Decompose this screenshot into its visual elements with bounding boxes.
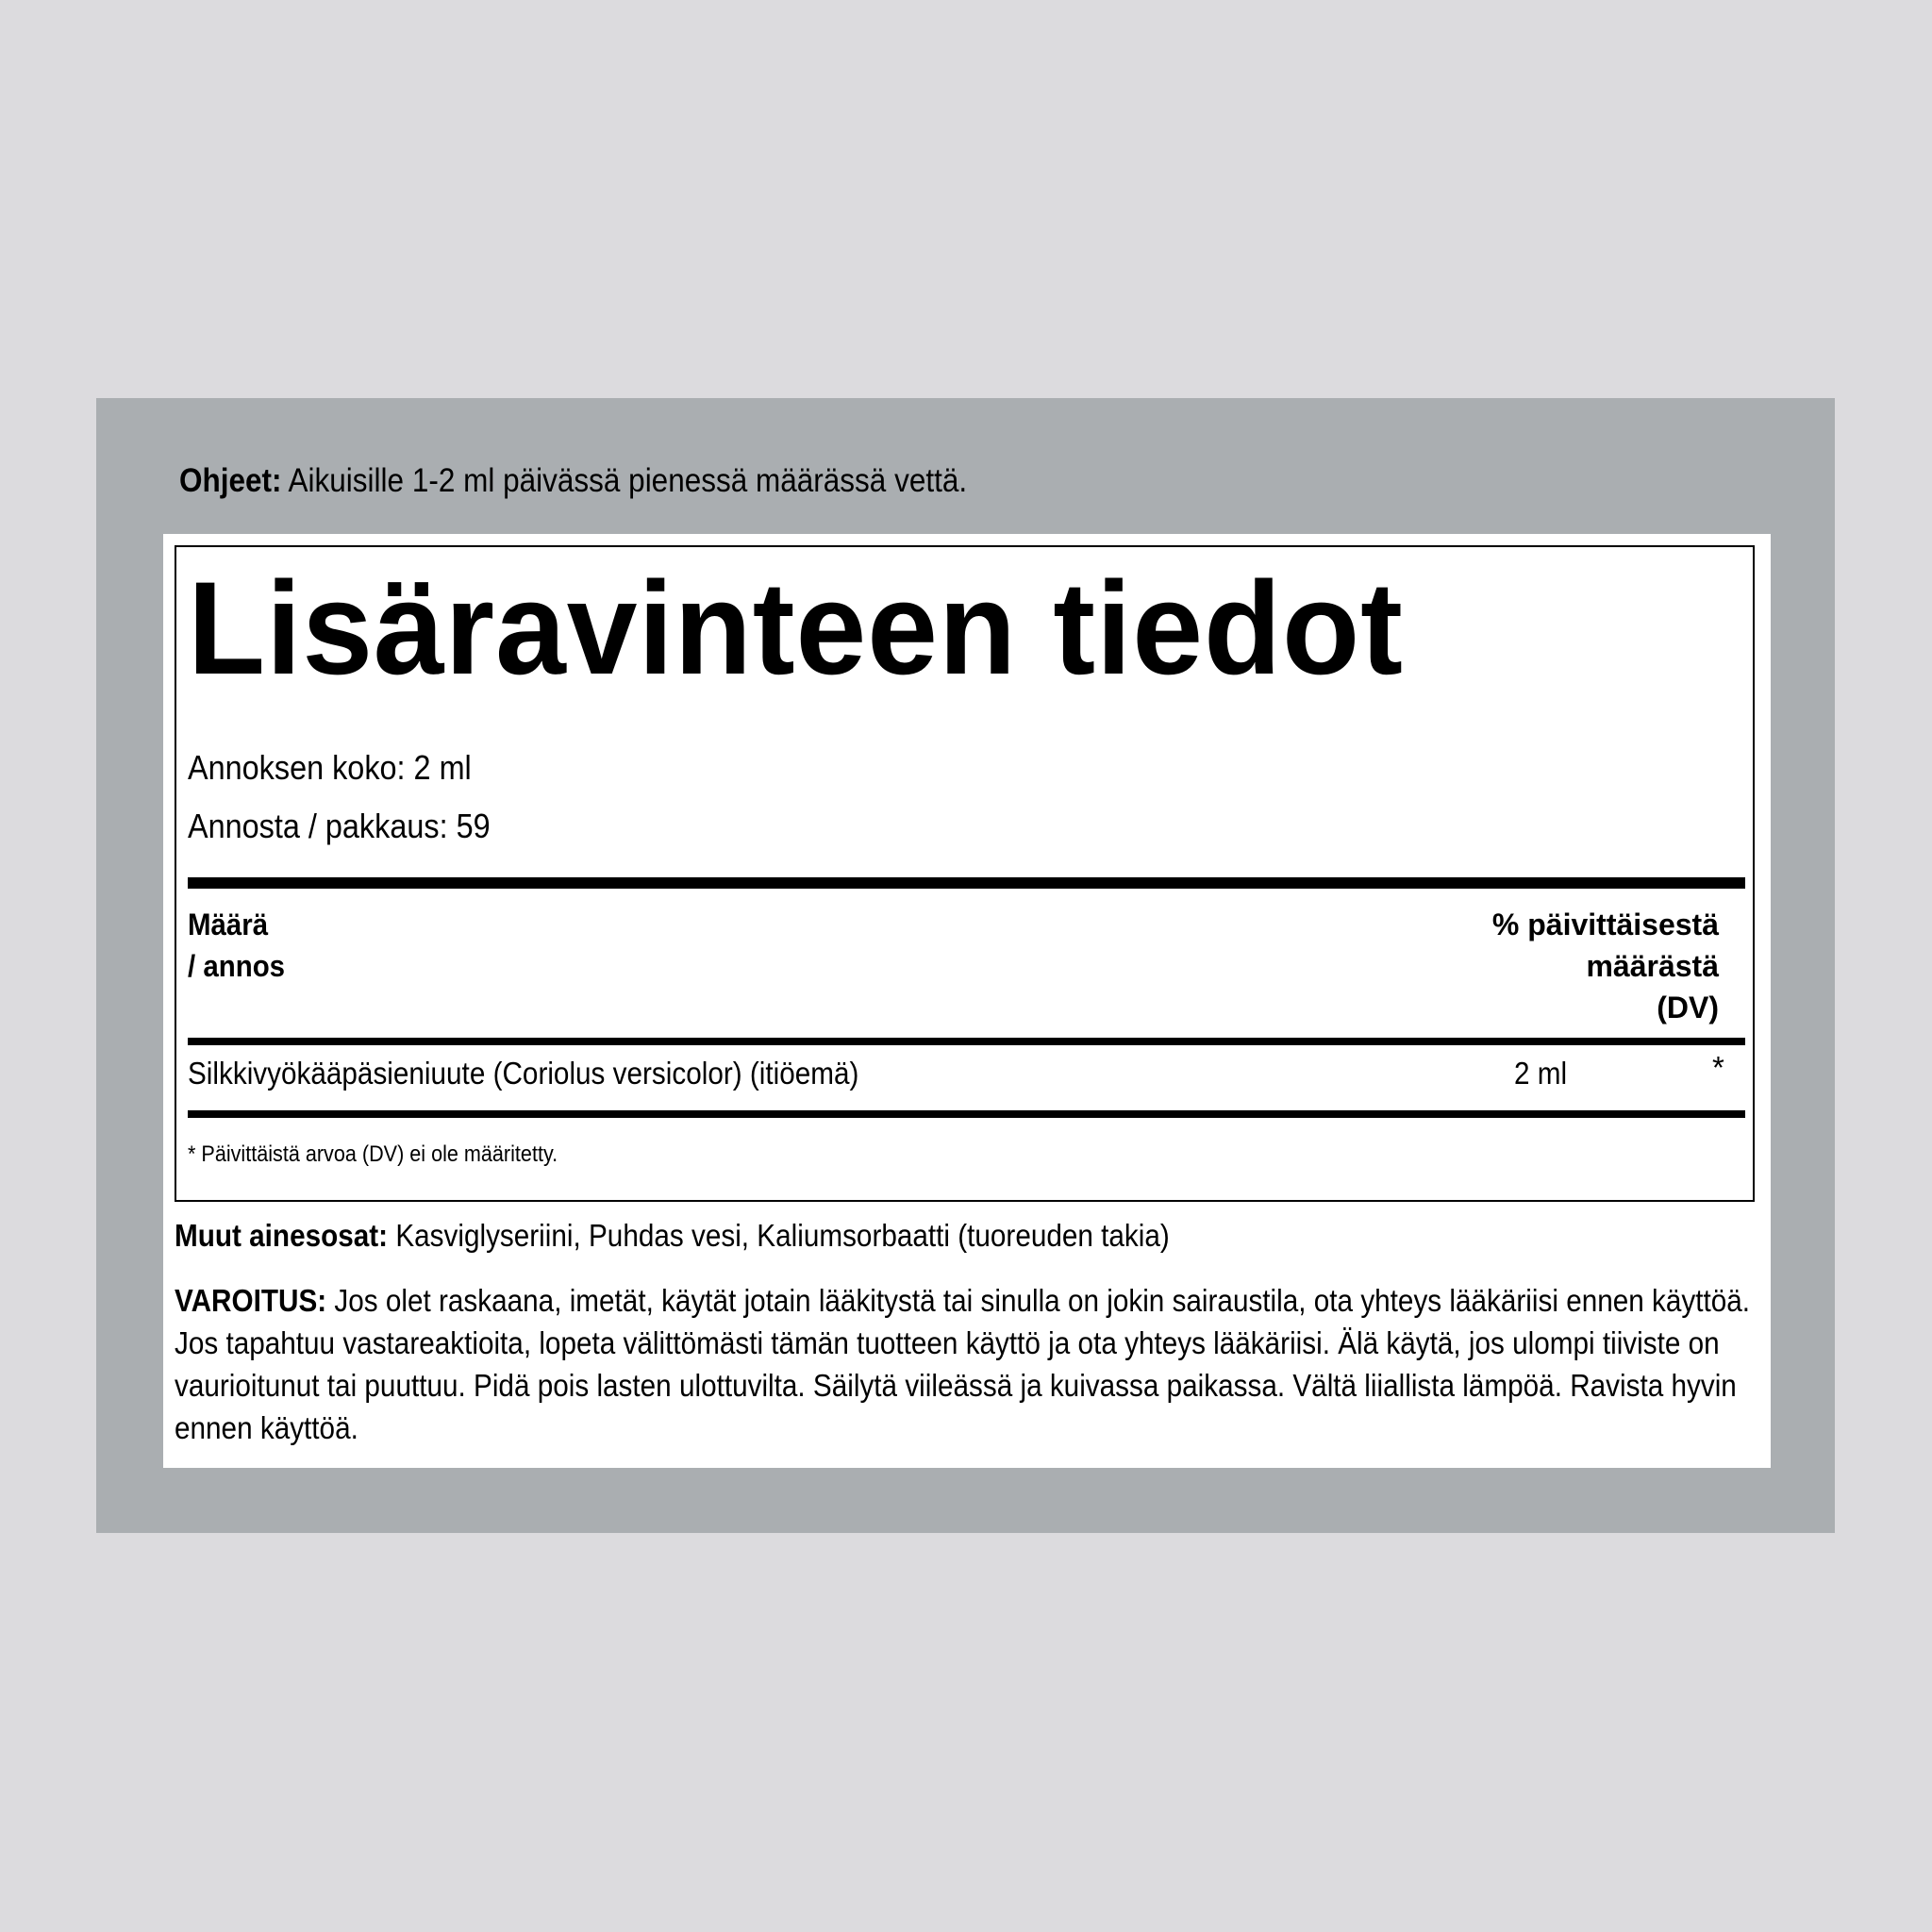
other-ingredients xyxy=(175,1215,1170,1257)
warning-label: VAROITUS: xyxy=(175,1283,327,1318)
facts-title: Lisäravinteen tiedot xyxy=(188,554,1404,702)
supplement-facts-box xyxy=(175,545,1755,1202)
amount-per-serving-header xyxy=(188,904,285,987)
ingredient-name: Silkkivyökääpäsieniuute (Coriolus versicolor) (itiöemä) xyxy=(188,1056,859,1091)
amount-header-line1: Määrä xyxy=(188,908,269,941)
directions-text: Aikuisille 1-2 ml päivässä pienessä määrässä vettä. xyxy=(281,462,968,499)
dv-header-line3: (DV) xyxy=(1657,991,1719,1024)
other-ingredients-label: Muut ainesosat: xyxy=(175,1218,389,1253)
daily-value-header xyxy=(1379,904,1719,1028)
amount-header-line2: / annos xyxy=(188,949,286,983)
servings-per-container: Annosta / pakkaus: 59 xyxy=(188,807,491,845)
ingredient-divider xyxy=(188,1110,1745,1118)
directions-line xyxy=(179,460,967,502)
dv-header-line1: % päivittäisestä xyxy=(1491,908,1719,941)
thick-divider xyxy=(188,877,1745,889)
header-divider xyxy=(188,1038,1745,1045)
directions-label: Ohjeet: xyxy=(179,462,282,499)
serving-size: Annoksen koko: 2 ml xyxy=(188,748,472,787)
ingredient-daily-value: * xyxy=(1712,1050,1724,1085)
warning-text: Jos olet raskaana, imetät, käytät jotain lääkitystä tai sinulla on jokin sairaustila, ota yhteys lääkäriisi ennen käyttöä. Jos tapahtuu vastareaktioita, lopeta välittömästi tämän tuotteen käyttö ja ota yhteys lääkäriisi. Älä käytä, jos ulompi tiiviste on vaurioitunut tai puuttuu. Pidä pois lasten ulottuvilta. Säilytä viileässä ja kuivassa paikassa. Vältä liiallista lämpöä. Ravista hyvin ennen käyttöä. xyxy=(175,1283,1751,1445)
ingredient-amount: 2 ml xyxy=(1514,1056,1568,1091)
other-ingredients-text: Kasviglyseriini, Puhdas vesi, Kaliumsorbaatti (tuoreuden takia) xyxy=(388,1218,1170,1253)
dv-header-line2: määrästä xyxy=(1586,949,1719,983)
label-content xyxy=(163,534,1771,1468)
warning-paragraph xyxy=(175,1279,1771,1449)
dv-footnote: * Päivittäistä arvoa (DV) ei ole määritetty. xyxy=(188,1141,558,1167)
supplement-label-panel xyxy=(96,398,1835,1533)
